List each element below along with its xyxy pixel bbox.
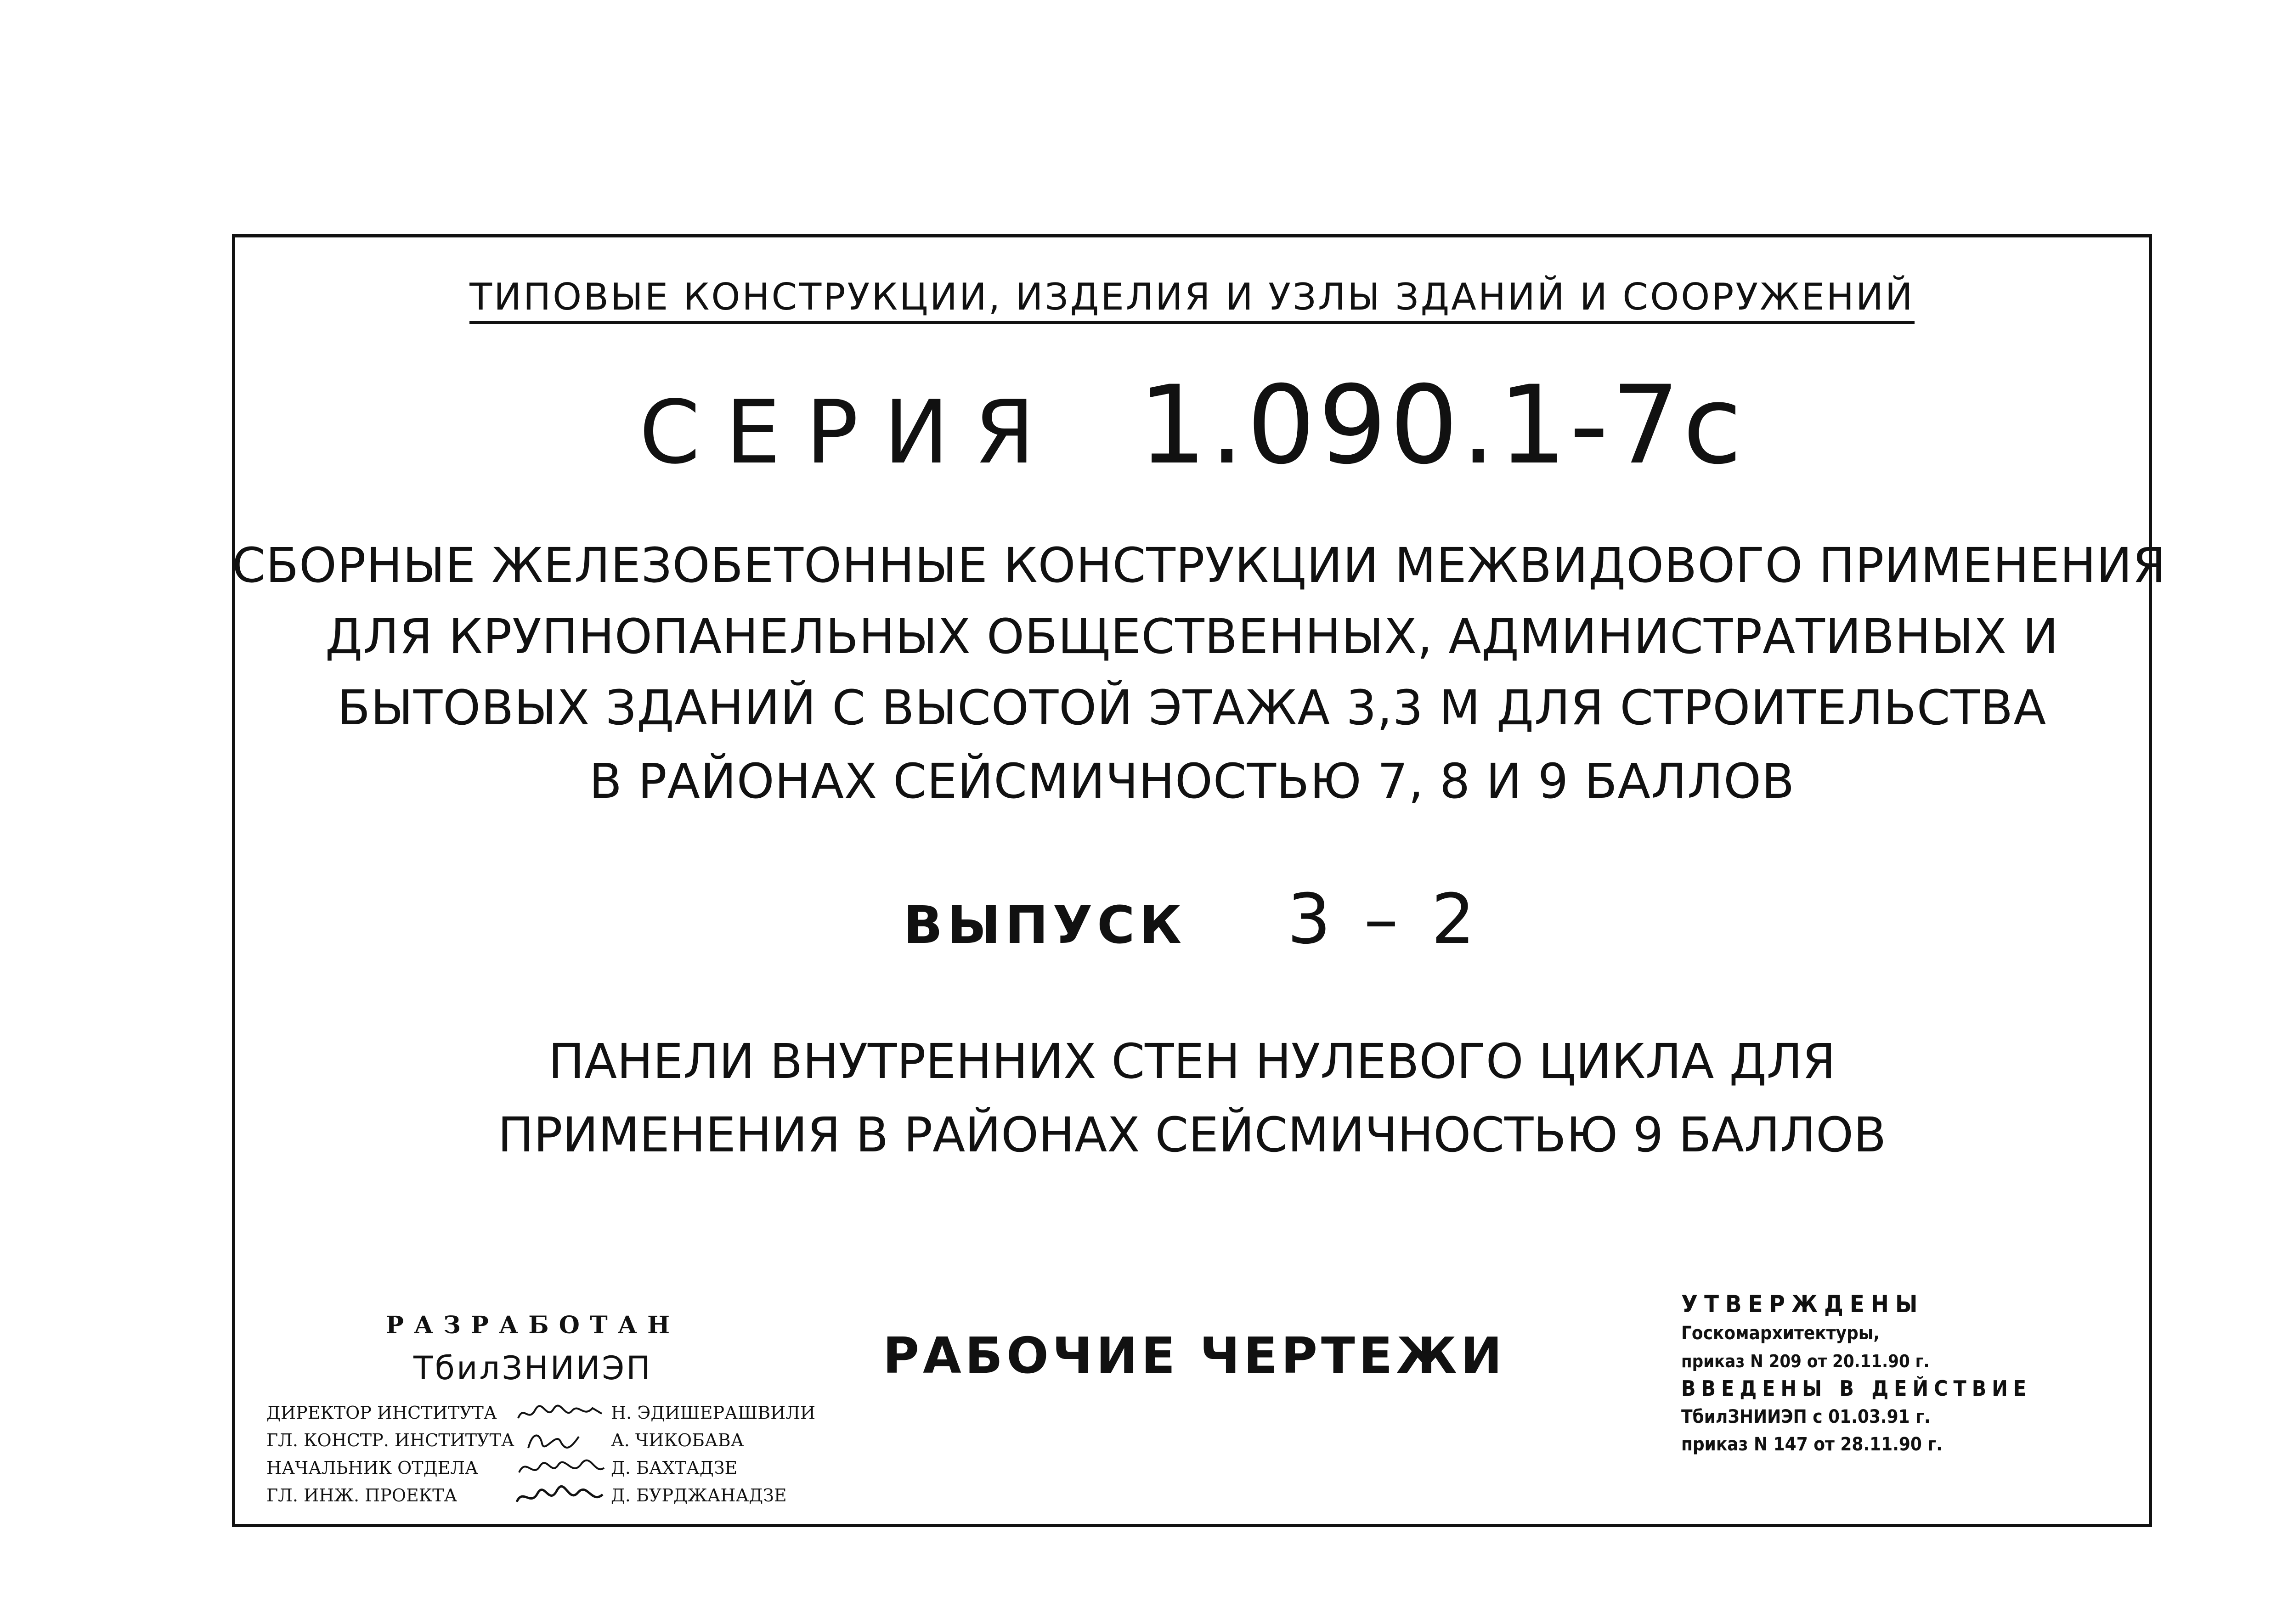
title-line-1: СБОРНЫЕ ЖЕЛЕЗОБЕТОННЫЕ КОНСТРУКЦИИ МЕЖВИДОВОГО ПРИМЕНЕНИЯ bbox=[232, 537, 2166, 593]
issue-number: 3 – 2 bbox=[1287, 880, 1481, 959]
approval-order: приказ N 209 от 20.11.90 г. bbox=[1681, 1351, 1930, 1371]
signature-icon bbox=[514, 1400, 611, 1426]
series-category-heading bbox=[232, 276, 2152, 318]
working-drawings-label: РАБОЧИЕ ЧЕРТЕЖИ bbox=[882, 1327, 1506, 1385]
subtitle-line-1: ПАНЕЛИ ВНУТРЕННИХ СТЕН НУЛЕВОГО ЦИКЛА ДЛЯ bbox=[548, 1033, 1836, 1089]
staff-role: ГЛ. КОНСТР. ИНСТИТУТА bbox=[266, 1430, 514, 1450]
staff-list bbox=[266, 1399, 816, 1509]
title-line-2: ДЛЯ КРУПНОПАНЕЛЬНЫХ ОБЩЕСТВЕННЫХ, АДМИНИСТРАТИВНЫХ И bbox=[325, 609, 2059, 665]
staff-name: Д. БАХТАДЗЕ bbox=[611, 1458, 738, 1478]
title-line-3: БЫТОВЫХ ЗДАНИЙ С ВЫСОТОЙ ЭТАЖА 3,3 М ДЛЯ СТРОИТЕЛЬСТВА bbox=[337, 680, 2047, 736]
series-row bbox=[232, 363, 2152, 488]
staff-name: Н. ЭДИШЕРАШВИЛИ bbox=[611, 1403, 816, 1423]
issue-row bbox=[232, 880, 2152, 959]
series-label: СЕРИЯ bbox=[639, 382, 1060, 483]
introduced-by: ТбилЗНИИЭП с 01.03.91 г. bbox=[1681, 1406, 1931, 1427]
approval-authority: Госкомархитектуры, bbox=[1681, 1323, 1880, 1344]
staff-name: А. ЧИКОБАВА bbox=[611, 1430, 744, 1450]
signature-icon bbox=[514, 1427, 611, 1453]
title-line-4: В РАЙОНАХ СЕЙСМИЧНОСТЬЮ 7, 8 И 9 БАЛЛОВ bbox=[589, 753, 1795, 809]
signature-icon bbox=[514, 1483, 611, 1508]
staff-name: Д. БУРДЖАНАДЗЕ bbox=[611, 1485, 787, 1506]
developer-block bbox=[266, 1311, 816, 1509]
staff-role: НАЧАЛЬНИК ОТДЕЛА bbox=[266, 1458, 478, 1478]
approval-block bbox=[1681, 1291, 2122, 1455]
series-number: 1.090.1-7с bbox=[1138, 363, 1745, 488]
subtitle-line-2: ПРИМЕНЕНИЯ В РАЙОНАХ СЕЙСМИЧНОСТЬЮ 9 БАЛЛОВ bbox=[497, 1107, 1887, 1163]
staff-row bbox=[266, 1454, 799, 1482]
staff-role: ГЛ. ИНЖ. ПРОЕКТА bbox=[266, 1485, 458, 1506]
staff-row bbox=[266, 1482, 799, 1509]
staff-role: ДИРЕКТОР ИНСТИТУТА bbox=[266, 1403, 497, 1423]
staff-row bbox=[266, 1427, 799, 1454]
approval-title: УТВЕРЖДЕНЫ bbox=[1681, 1291, 1924, 1318]
introduced-order: приказ N 147 от 28.11.90 г. bbox=[1681, 1434, 1943, 1455]
signature-icon bbox=[514, 1455, 611, 1481]
introduced-title: ВВЕДЕНЫ В ДЕЙСТВИЕ bbox=[1681, 1376, 2032, 1401]
developer-organization: ТбилЗНИИЭП bbox=[413, 1349, 652, 1387]
developer-title: РАЗРАБОТАН bbox=[385, 1311, 680, 1339]
staff-row bbox=[266, 1399, 816, 1427]
issue-label: ВЫПУСК bbox=[903, 896, 1186, 955]
series-category-text: ТИПОВЫЕ КОНСТРУКЦИИ, ИЗДЕЛИЯ И УЗЛЫ ЗДАНИЙ И СООРУЖЕНИЙ bbox=[469, 276, 1914, 324]
